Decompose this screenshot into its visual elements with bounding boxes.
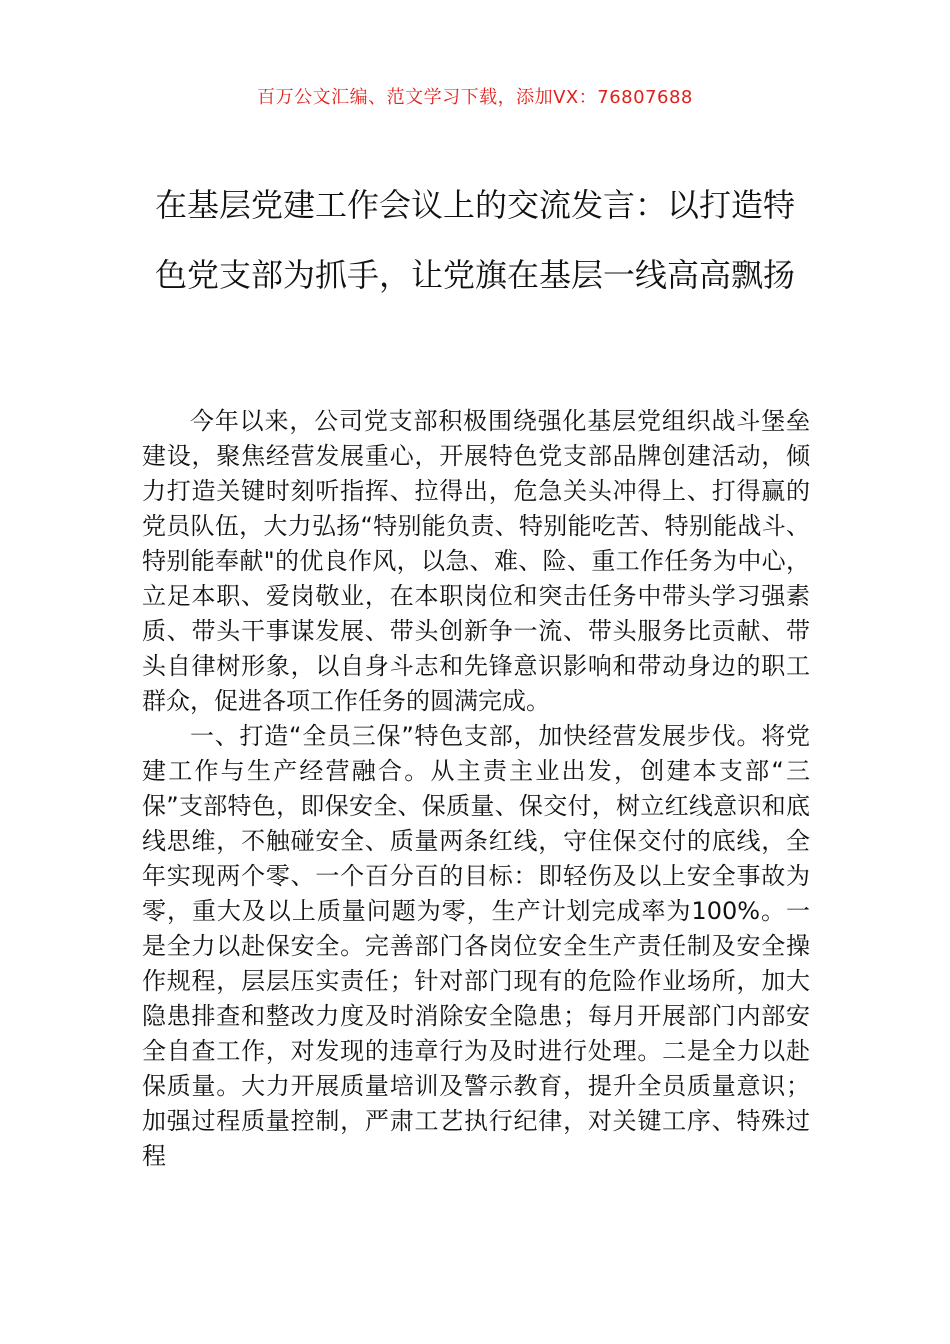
header-note: 百万公文汇编、范文学习下载，添加VX：76807688 bbox=[257, 87, 693, 108]
document-body bbox=[142, 404, 810, 1174]
document-title: 在基层党建工作会议上的交流发言：以打造特色党支部为抓手，让党旗在基层一线高高飘扬 bbox=[154, 186, 795, 294]
paragraph-intro: 今年以来，公司党支部积极围绕强化基层党组织战斗堡垒建设，聚焦经营发展重心，开展特色党支部品牌创建活动，倾力打造关键时刻听指挥、拉得出，危急关头冲得上、打得赢的党员队伍，大力弘扬“特别能负责、特别能吃苦、特别能战斗、特别能奉献"的优良作风，以急、难、险、重工作任务为中心，立足本职、爱岗敬业，在本职岗位和突击任务中带头学习强素质、带头干事谋发展、带头创新争一流、带头服务比贡献、带头自律树形象，以自身斗志和先锋意识影响和带动身边的职工群众，促进各项工作任务的圆满完成。 bbox=[142, 407, 810, 715]
paragraph-section-one: 一、打造“全员三保”特色支部，加快经营发展步伐。将党建工作与生产经营融合。从主责主业出发，创建本支部“三保”支部特色，即保安全、保质量、保交付，树立红线意识和底线思维，不触碰安全、质量两条红线，守住保交付的底线，全年实现两个零、一个百分百的目标：即轻伤及以上安全事故为零，重大及以上质量问题为零，生产计划完成率为100%。一是全力以赴保安全。完善部门各岗位安全生产责任制及安全操作规程，层层压实责任；针对部门现有的危险作业场所，加大隐患排查和整改力度及时消除安全隐患；每月开展部门内部安全自查工作，对发现的违章行为及时进行处理。二是全力以赴保质量。大力开展质量培训及警示教育，提升全员质量意识；加强过程质量控制，严肃工艺执行纪律，对关键工序、特殊过程 bbox=[142, 722, 810, 1170]
